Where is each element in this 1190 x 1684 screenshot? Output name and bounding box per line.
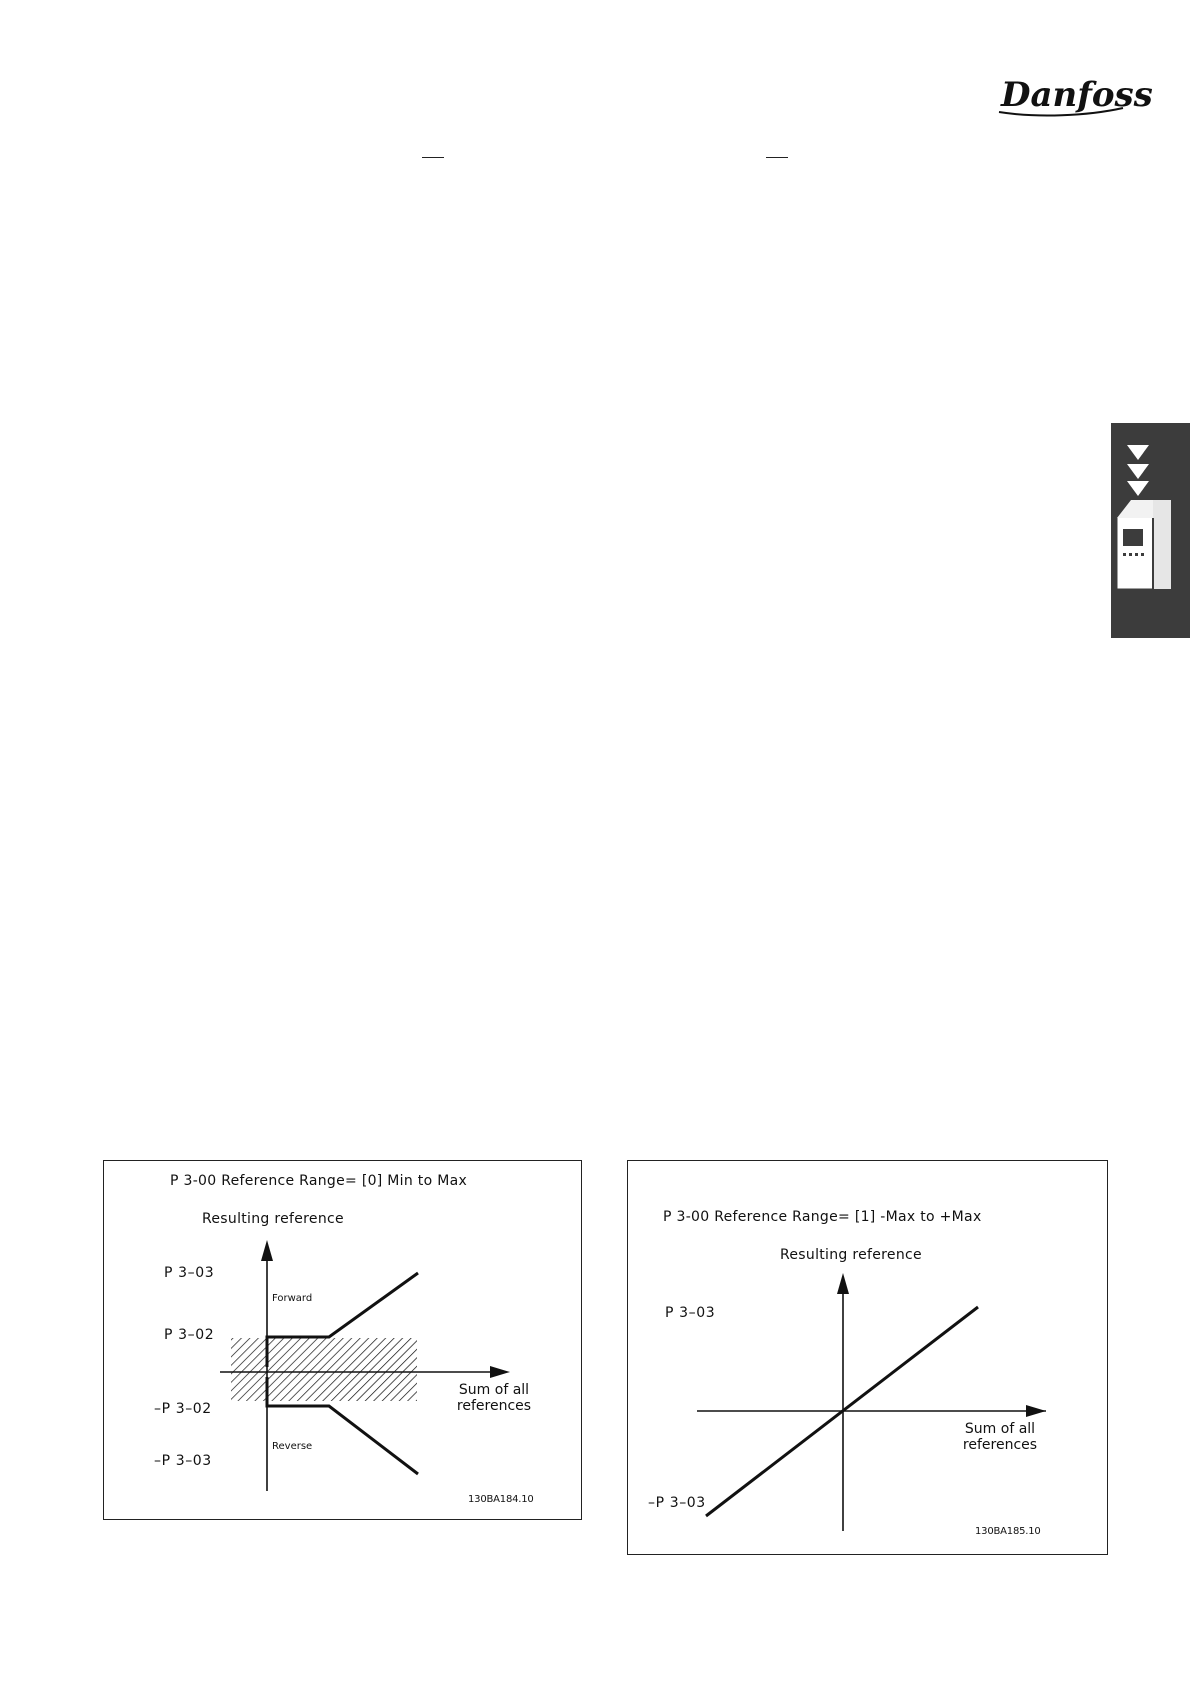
tick-label-neg-p3-02: –P 3–02 — [154, 1401, 212, 1417]
y-axis-arrow — [261, 1240, 273, 1261]
tick-label-p3-03: P 3–03 — [164, 1265, 215, 1281]
tick-label-neg-p3-03: –P 3–03 — [154, 1453, 212, 1469]
figure-min-to-max — [103, 1160, 582, 1520]
tick-label-neg-p3-03: –P 3–03 — [648, 1495, 706, 1511]
figure-max-to-max — [627, 1160, 1108, 1555]
x-axis-label: Sum of all references — [456, 1382, 532, 1414]
y-axis-arrow — [837, 1273, 849, 1294]
danfoss-logo — [997, 68, 1153, 120]
y-axis-label: Resulting reference — [202, 1211, 344, 1227]
figure-code: 130BA185.10 — [975, 1526, 1041, 1537]
dead-band-hatch — [231, 1338, 417, 1401]
x-axis-arrow — [1026, 1405, 1046, 1417]
x-axis-arrow — [490, 1366, 510, 1378]
header-rule-right — [766, 157, 788, 158]
region-label-forward: Forward — [272, 1293, 313, 1304]
figure-title: P 3-00 Reference Range= [1] -Max to +Max — [663, 1209, 982, 1225]
header-rule-left — [422, 157, 444, 158]
chapter-side-tab[interactable] — [1111, 423, 1190, 638]
region-label-reverse: Reverse — [272, 1441, 313, 1452]
logo-wordmark: Danfoss — [1001, 75, 1153, 115]
drive-parameter-icon — [1111, 423, 1190, 638]
tick-label-p3-02: P 3–02 — [164, 1327, 215, 1343]
tick-label-p3-03: P 3–03 — [665, 1305, 716, 1321]
x-axis-label: Sum of all references — [962, 1421, 1038, 1453]
y-axis-label: Resulting reference — [780, 1247, 922, 1263]
figure-title: P 3-00 Reference Range= [0] Min to Max — [170, 1173, 468, 1189]
figure-code: 130BA184.10 — [468, 1494, 534, 1505]
